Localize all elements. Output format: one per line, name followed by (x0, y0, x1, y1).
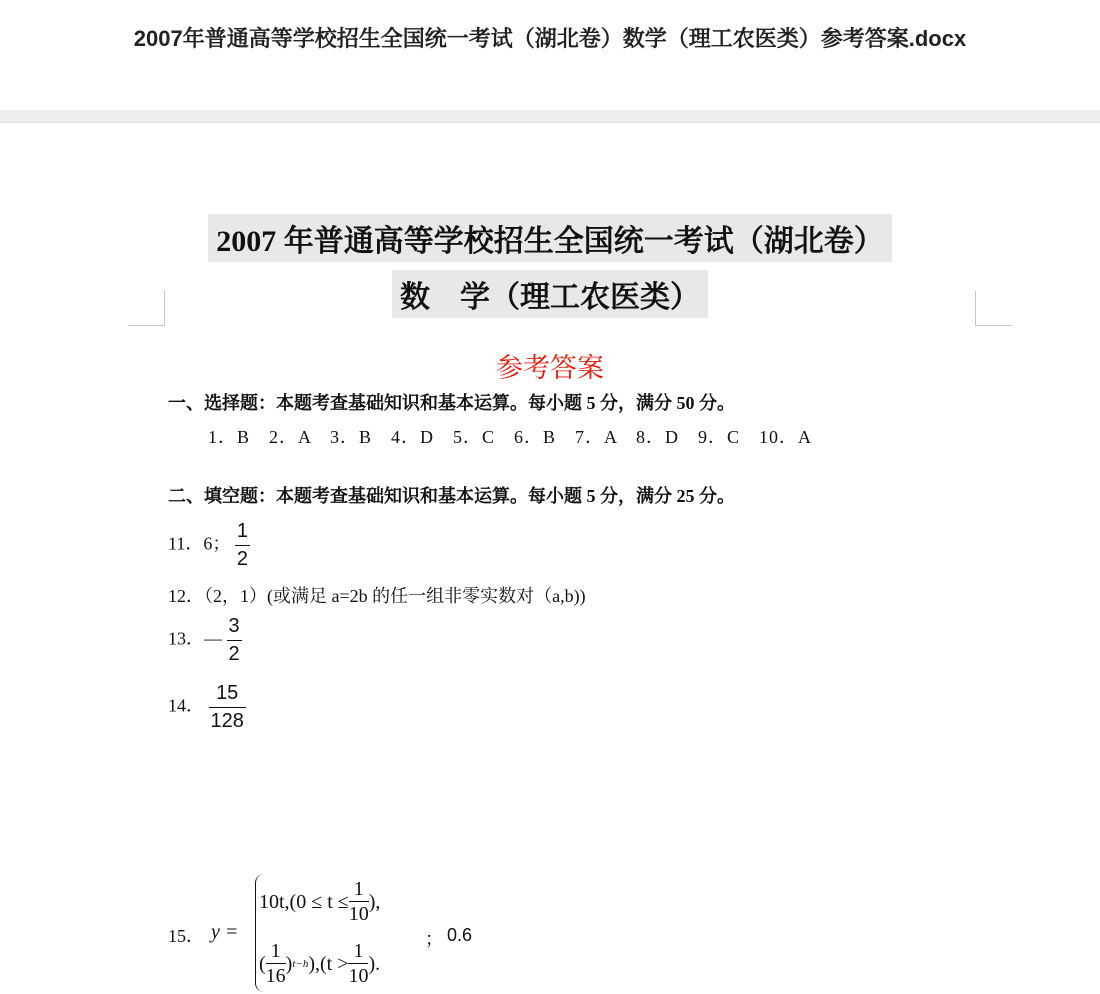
heading-line-2-text: 数 学（理工农医类） (392, 270, 708, 318)
q15-piece2-num: 1 (270, 940, 281, 962)
choice-answers: 1．B 2．A 3．B 4．D 5．C 6．B 7．A 8．D 9．C 10．A (208, 427, 813, 447)
q11-numerator: 1 (236, 520, 248, 542)
q15-piece1-num: 1 (353, 878, 364, 900)
page-separator (0, 110, 1100, 123)
heading-line-2 (0, 270, 1100, 318)
q11-denominator: 2 (235, 545, 250, 571)
question-14 (168, 682, 246, 733)
heading-line-1 (0, 214, 1100, 262)
q14-denominator: 128 (209, 707, 246, 733)
q15-piece2-post: ). (368, 952, 381, 975)
q13-numerator: 3 (228, 615, 240, 637)
q15-piece2-close: ) (285, 952, 293, 975)
q11-fraction (235, 520, 250, 571)
q13-label: 13．— (168, 628, 222, 649)
question-11 (168, 520, 250, 571)
q13-fraction (227, 615, 242, 666)
q13-denominator: 2 (227, 640, 242, 666)
q15-piece2-fraction-2 (348, 940, 368, 988)
q11-label: 11．6； (168, 533, 231, 554)
q15-semicolon: ； (425, 929, 443, 949)
q15-piece-2 (259, 940, 380, 988)
section-2-title: 二、填空题：本题考查基础知识和基本运算。每小题 5 分，满分 25 分。 (168, 486, 735, 506)
title-bar (0, 0, 1100, 110)
q15-piece1-pre: 10t,(0 ≤ t ≤ (259, 890, 349, 913)
q15-piece1-den: 10 (348, 903, 369, 925)
q15-piece2-den2: 10 (348, 965, 369, 987)
document-filename: 2007年普通高等学校招生全国统一考试（湖北卷）数学（理工农医类）参考答案.docx (133, 26, 967, 51)
question-13 (168, 615, 242, 666)
q14-numerator: 15 (216, 682, 239, 704)
q15-piece2-pre: ( (259, 952, 266, 975)
q15-piece2-den: 16 (265, 965, 286, 987)
q15-piece2-exponent: t−h (292, 958, 309, 970)
heading-line-1-text: 2007 年普通高等学校招生全国统一考试（湖北卷） (208, 214, 892, 262)
q15-piece1-post: ), (368, 890, 381, 913)
answers-title: 参考答案 (496, 353, 604, 383)
q15-piece1-fraction (349, 878, 369, 926)
section-1-title: 一、选择题：本题考查基础知识和基本运算。每小题 5 分，满分 50 分。 (168, 393, 735, 413)
question-15-label: 15． (168, 926, 204, 946)
q15-y-equals: y = (211, 921, 239, 943)
q15-value: 0.6 (447, 925, 473, 945)
q15-piece2-mid: ),(t > (308, 952, 349, 975)
q15-piece2-num2: 1 (353, 940, 364, 962)
q14-label: 14． (168, 695, 204, 716)
q15-piece-1 (259, 878, 380, 926)
q14-fraction (209, 682, 246, 733)
q15-piece2-fraction-1 (266, 940, 286, 988)
question-12: 12．（2，1）(或满足 a=2b 的任一组非零实数对（a,b)) (168, 586, 586, 606)
